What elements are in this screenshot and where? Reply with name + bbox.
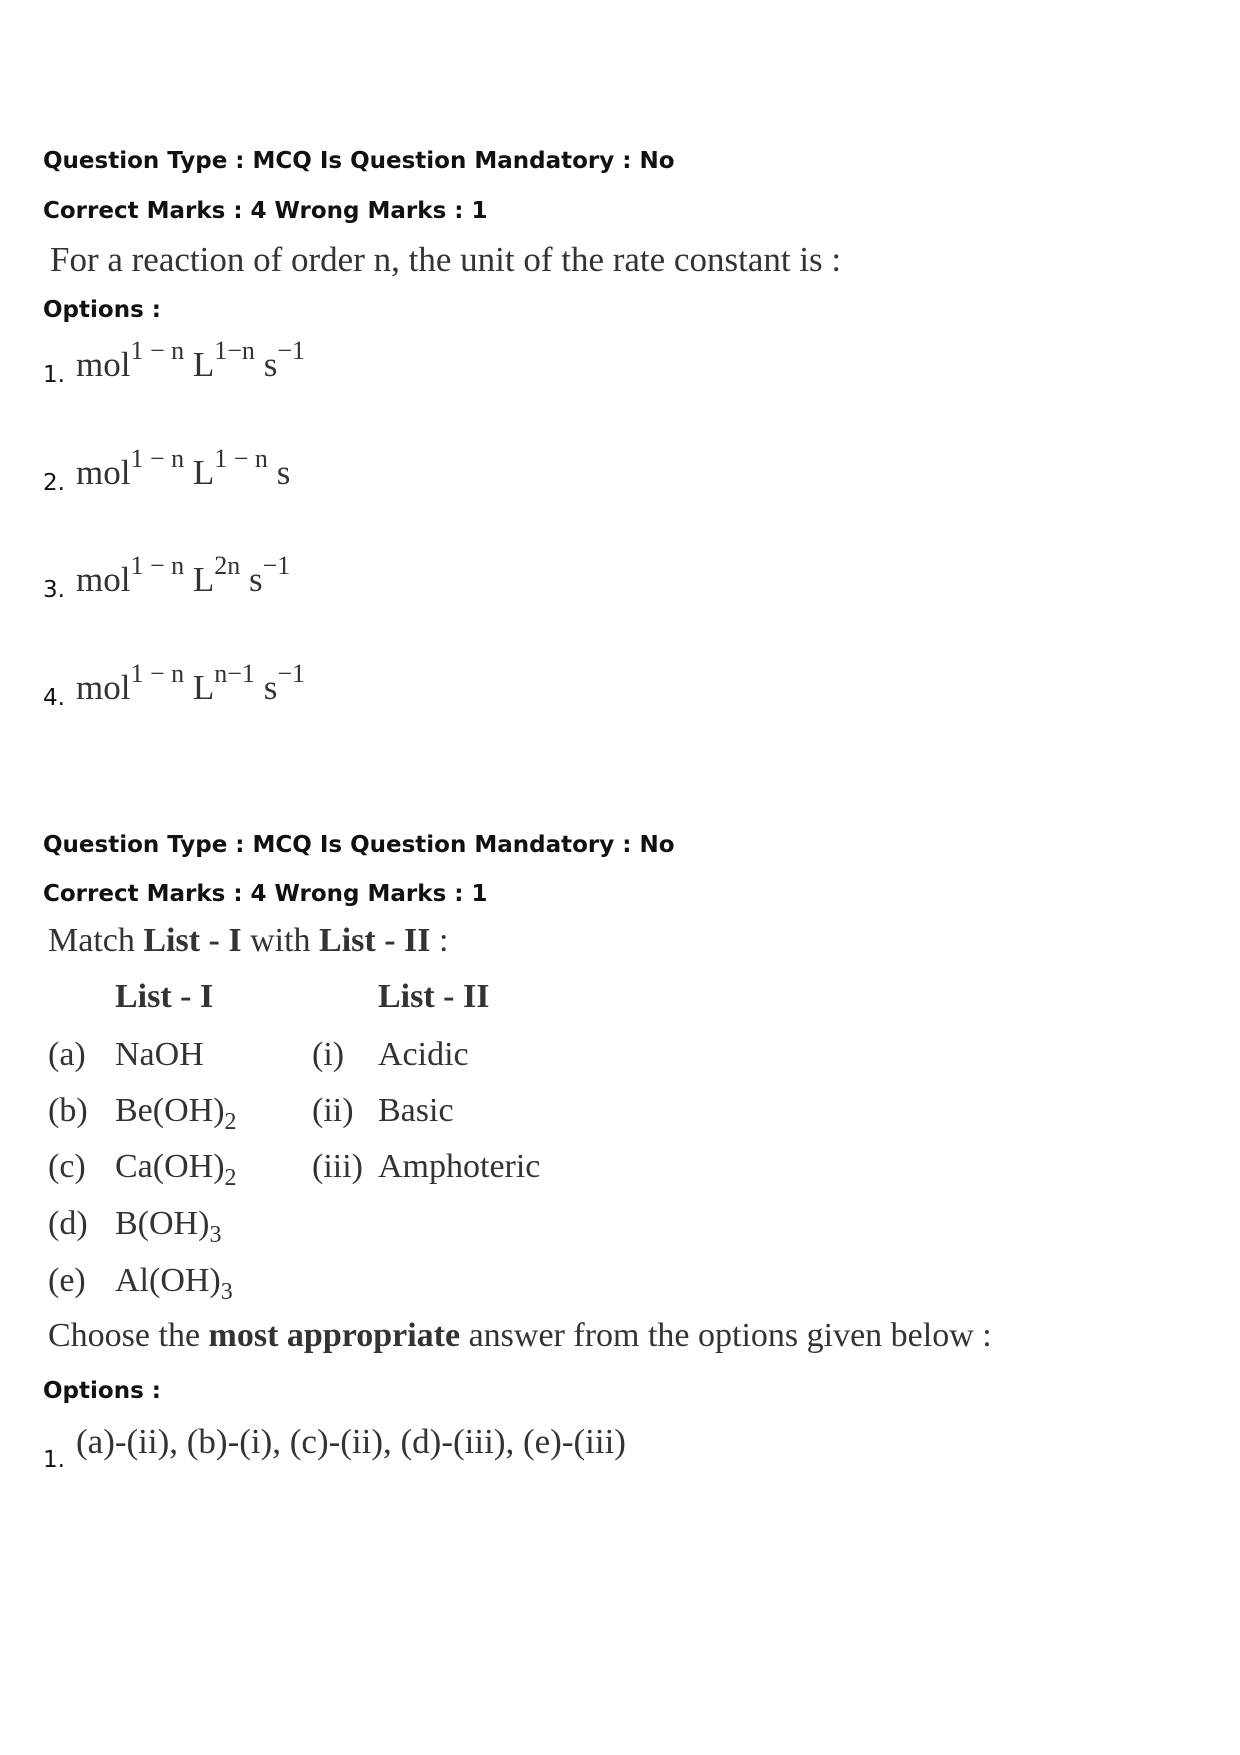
list2-key: (iii): [312, 1148, 363, 1185]
list1-item: $Be(OH)_2$: [115, 1092, 237, 1135]
list1-key: (b): [48, 1092, 88, 1129]
list2-item: Acidic: [378, 1036, 469, 1073]
q2-meta-type: Question Type : MCQ Is Question Mandatory : No: [43, 832, 675, 858]
list1-key: (e): [48, 1262, 86, 1299]
option-formula: mol$^{1 - n}$ $L^{n-1}$ $s^{-1}$: [76, 659, 305, 707]
q2-choose-instruction: Choose the most appropriate answer from the options given below :: [48, 1317, 992, 1354]
list2-item: Basic: [378, 1092, 454, 1129]
option-formula: mol$^{1 - n}$ $L^{1-n}$ $s^{-1}$: [76, 336, 305, 384]
list1-key: (d): [48, 1205, 88, 1242]
option-number: 3.: [43, 577, 65, 603]
q1-stem: For a reaction of order n, the unit of the rate constant is :: [50, 240, 842, 279]
q1-options-label: Options :: [43, 297, 161, 323]
q1-meta-marks: Correct Marks : 4 Wrong Marks : 1: [43, 198, 488, 224]
option-number: 4.: [43, 685, 65, 711]
list2-item: Amphoteric: [378, 1148, 541, 1185]
list2-key: (ii): [312, 1092, 354, 1129]
list1-key: (a): [48, 1036, 86, 1073]
q2-stem: Match List - I with List - II :: [48, 922, 449, 959]
list1-item: $B(OH)_3$: [115, 1205, 222, 1248]
q2-options-label: Options :: [43, 1378, 161, 1404]
option-text: (a)-(ii), (b)-(i), (c)-(ii), (d)-(iii), (e)-(iii): [76, 1422, 626, 1461]
option-number: 2.: [43, 470, 65, 496]
list1-item: $Ca(OH)_2$: [115, 1148, 237, 1191]
q2-meta-marks: Correct Marks : 4 Wrong Marks : 1: [43, 881, 488, 907]
option-formula: mol$^{1 - n}$ $L^{1 - n}$ s: [76, 444, 291, 492]
list2-header: List - II: [378, 978, 490, 1015]
option-formula: mol$^{1 - n}$ $L^{2n}$ $s^{-1}$: [76, 551, 291, 599]
list2-key: (i): [312, 1036, 345, 1073]
option-number: 1.: [43, 1447, 65, 1473]
q1-meta-type: Question Type : MCQ Is Question Mandatory : No: [43, 148, 675, 174]
option-number: 1.: [43, 362, 65, 388]
list1-item: $Al(OH)_3$: [115, 1262, 233, 1305]
list1-header: List - I: [115, 978, 214, 1015]
list1-item: NaOH: [115, 1036, 204, 1073]
list1-key: (c): [48, 1148, 86, 1185]
